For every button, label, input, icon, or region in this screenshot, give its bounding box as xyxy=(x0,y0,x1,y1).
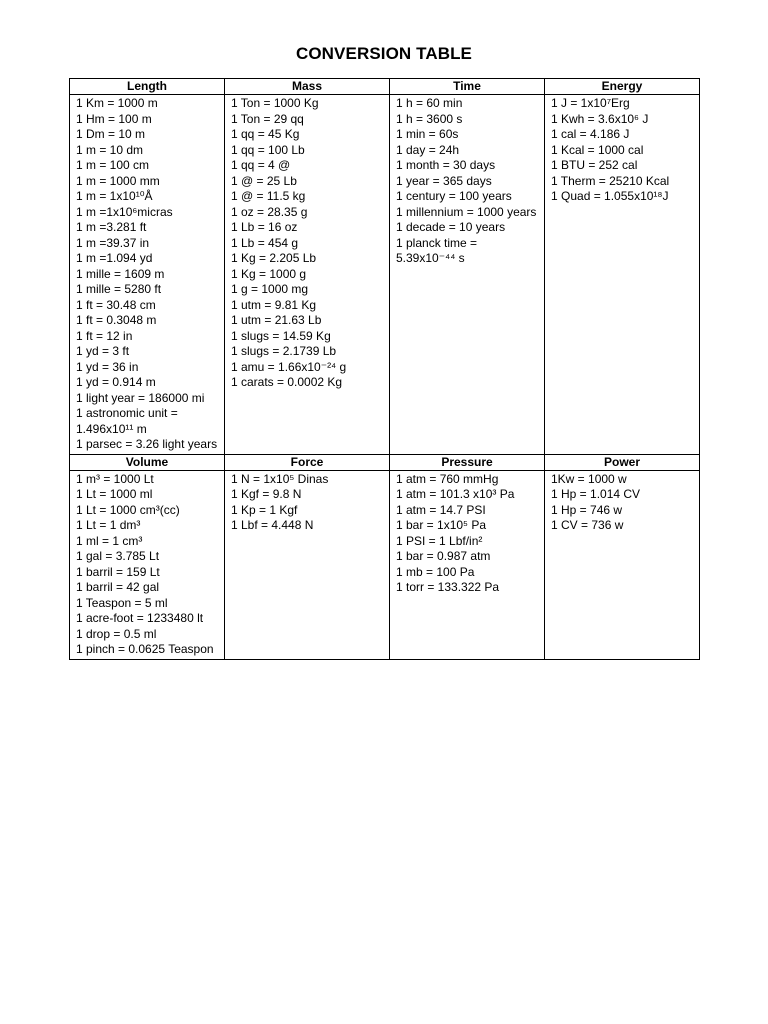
header-row-bottom xyxy=(70,454,700,470)
length-entry: 1 Hm = 100 m xyxy=(76,111,152,126)
power-entry: 1 Hp = 1.014 CV xyxy=(551,487,641,501)
length-cell xyxy=(70,95,225,455)
power-entry: 1 CV = 736 w xyxy=(551,518,624,532)
length-entry: 1 m = 1000 mm xyxy=(76,173,160,188)
force-entry: 1 N = 1x10⁵ Dinas xyxy=(231,471,329,486)
length-entry: 1 astronomic unit = xyxy=(76,406,178,420)
mass-entry: 1 @ = 25 Lb xyxy=(231,173,297,188)
mass-entry: 1 oz = 28.35 g xyxy=(231,204,308,219)
length-entry: 1 mille = 1609 m xyxy=(76,266,165,281)
volume-entry: 1 Teaspon = 5 ml xyxy=(76,595,168,610)
header-pressure: Pressure xyxy=(390,454,545,470)
body-row-top xyxy=(70,95,700,455)
force-cell xyxy=(225,470,390,659)
mass-entry: 1 Kg = 1000 g xyxy=(231,266,307,281)
pressure-entry: 1 PSI = 1 Lbf/in² xyxy=(396,533,483,548)
volume-entry: 1 drop = 0.5 ml xyxy=(76,626,157,641)
mass-entry: 1 amu = 1.66x10⁻²⁴ g xyxy=(231,359,347,374)
time-entry: 1 millennium = 1000 years xyxy=(396,204,537,219)
length-entry: 1.496x10¹¹ m xyxy=(76,421,147,436)
volume-entry: 1 barril = 42 gal xyxy=(76,580,160,594)
volume-entry: 1 gal = 3.785 Lt xyxy=(76,549,160,563)
header-length: Length xyxy=(70,79,225,95)
time-cell xyxy=(390,95,545,455)
length-entry: 1 m = 10 dm xyxy=(76,142,144,157)
mass-cell xyxy=(225,95,390,455)
pressure-entry: 1 mb = 100 Pa xyxy=(396,564,475,579)
header-time: Time xyxy=(390,79,545,95)
mass-entry: 1 Ton = 1000 Kg xyxy=(231,96,319,110)
header-force: Force xyxy=(225,454,390,470)
header-volume: Volume xyxy=(70,454,225,470)
volume-entry: 1 m³ = 1000 Lt xyxy=(76,471,154,486)
time-entry: 1 month = 30 days xyxy=(396,158,496,172)
volume-entry: 1 acre-foot = 1233480 lt xyxy=(76,611,204,625)
pressure-entry: 1 torr = 133.322 Pa xyxy=(396,580,500,594)
pressure-cell xyxy=(390,470,545,659)
length-entry: 1 Km = 1000 m xyxy=(76,96,158,110)
mass-entry: 1 utm = 21.63 Lb xyxy=(231,313,322,327)
time-entry: 1 decade = 10 years xyxy=(396,220,506,234)
body-row-bottom xyxy=(70,470,700,659)
header-row-top xyxy=(70,79,700,95)
length-entry: 1 m =3.281 ft xyxy=(76,220,147,234)
header-energy: Energy xyxy=(545,79,700,95)
volume-entry: 1 ml = 1 cm³ xyxy=(76,533,143,548)
mass-entry: 1 Kg = 2.205 Lb xyxy=(231,251,317,265)
time-entry: 1 h = 60 min xyxy=(396,96,463,110)
pressure-entry: 1 atm = 760 mmHg xyxy=(396,471,499,486)
power-entry: 1Kw = 1000 w xyxy=(551,471,627,486)
time-entry: 1 year = 365 days xyxy=(396,173,492,188)
force-entry: 1 Lbf = 4.448 N xyxy=(231,518,314,532)
mass-entry: 1 Lb = 454 g xyxy=(231,235,299,250)
length-entry: 1 m =39.37 in xyxy=(76,235,150,250)
energy-entry: 1 cal = 4.186 J xyxy=(551,127,630,141)
energy-entry: 1 J = 1x10⁷Erg xyxy=(551,96,630,110)
length-entry: 1 m =1.094 yd xyxy=(76,251,153,265)
time-entry: 1 day = 24h xyxy=(396,142,460,157)
page-title: CONVERSION TABLE xyxy=(295,44,473,63)
time-entry: 1 min = 60s xyxy=(396,127,459,141)
length-entry: 1 ft = 0.3048 m xyxy=(76,313,157,327)
volume-entry: 1 Lt = 1000 ml xyxy=(76,487,153,501)
time-entry: 1 planck time = xyxy=(396,235,478,250)
force-entry: 1 Kgf = 9.8 N xyxy=(231,487,302,501)
mass-entry: 1 qq = 45 Kg xyxy=(231,127,300,141)
length-entry: 1 ft = 12 in xyxy=(76,328,133,343)
length-entry: 1 yd = 36 in xyxy=(76,359,139,374)
energy-entry: 1 Kcal = 1000 cal xyxy=(551,142,644,157)
energy-entry: 1 Therm = 25210 Kcal xyxy=(551,173,670,188)
energy-entry: 1 Kwh = 3.6x10⁶ J xyxy=(551,111,649,126)
length-entry: 1 m = 100 cm xyxy=(76,158,150,172)
pressure-entry: 1 bar = 0.987 atm xyxy=(396,549,491,563)
mass-entry: 1 Ton = 29 qq xyxy=(231,111,304,126)
volume-entry: 1 pinch = 0.0625 Teaspon xyxy=(76,642,214,656)
conversion-table xyxy=(69,78,700,660)
energy-cell xyxy=(545,95,700,455)
header-power: Power xyxy=(545,454,700,470)
length-entry: 1 yd = 0.914 m xyxy=(76,375,156,389)
mass-entry: 1 Lb = 16 oz xyxy=(231,220,298,234)
time-entry: 1 h = 3600 s xyxy=(396,111,463,126)
pressure-entry: 1 atm = 101.3 x10³ Pa xyxy=(396,487,515,501)
pressure-entry: 1 atm = 14.7 PSI xyxy=(396,502,486,517)
time-entry: 5.39x10⁻⁴⁴ s xyxy=(396,251,465,265)
power-cell xyxy=(545,470,700,659)
length-entry: 1 m = 1x10¹⁰Å xyxy=(76,189,153,203)
length-entry: 1 mille = 5280 ft xyxy=(76,282,162,296)
mass-entry: 1 @ = 11.5 kg xyxy=(231,189,306,203)
length-entry: 1 light year = 186000 mi xyxy=(76,390,205,405)
length-entry: 1 parsec = 3.26 light years xyxy=(76,437,218,451)
length-entry: 1 Dm = 10 m xyxy=(76,127,146,141)
volume-entry: 1 barril = 159 Lt xyxy=(76,564,160,579)
power-entry: 1 Hp = 746 w xyxy=(551,502,623,517)
pressure-entry: 1 bar = 1x10⁵ Pa xyxy=(396,518,487,532)
energy-entry: 1 BTU = 252 cal xyxy=(551,158,638,172)
time-entry: 1 century = 100 years xyxy=(396,189,512,203)
length-entry: 1 m =1x10⁶micras xyxy=(76,204,173,219)
mass-entry: 1 qq = 100 Lb xyxy=(231,142,305,157)
mass-entry: 1 g = 1000 mg xyxy=(231,282,309,296)
mass-entry: 1 slugs = 2.1739 Lb xyxy=(231,344,337,358)
volume-entry: 1 Lt = 1000 cm³(cc) xyxy=(76,502,180,517)
volume-cell xyxy=(70,470,225,659)
length-entry: 1 yd = 3 ft xyxy=(76,344,130,358)
mass-entry: 1 utm = 9.81 Kg xyxy=(231,297,317,312)
energy-entry: 1 Quad = 1.055x10¹⁸J xyxy=(551,189,669,203)
header-mass: Mass xyxy=(225,79,390,95)
force-entry: 1 Kp = 1 Kgf xyxy=(231,502,298,517)
mass-entry: 1 carats = 0.0002 Kg xyxy=(231,375,343,389)
length-entry: 1 ft = 30.48 cm xyxy=(76,297,156,312)
mass-entry: 1 qq = 4 @ xyxy=(231,158,291,172)
volume-entry: 1 Lt = 1 dm³ xyxy=(76,518,141,532)
mass-entry: 1 slugs = 14.59 Kg xyxy=(231,328,331,343)
